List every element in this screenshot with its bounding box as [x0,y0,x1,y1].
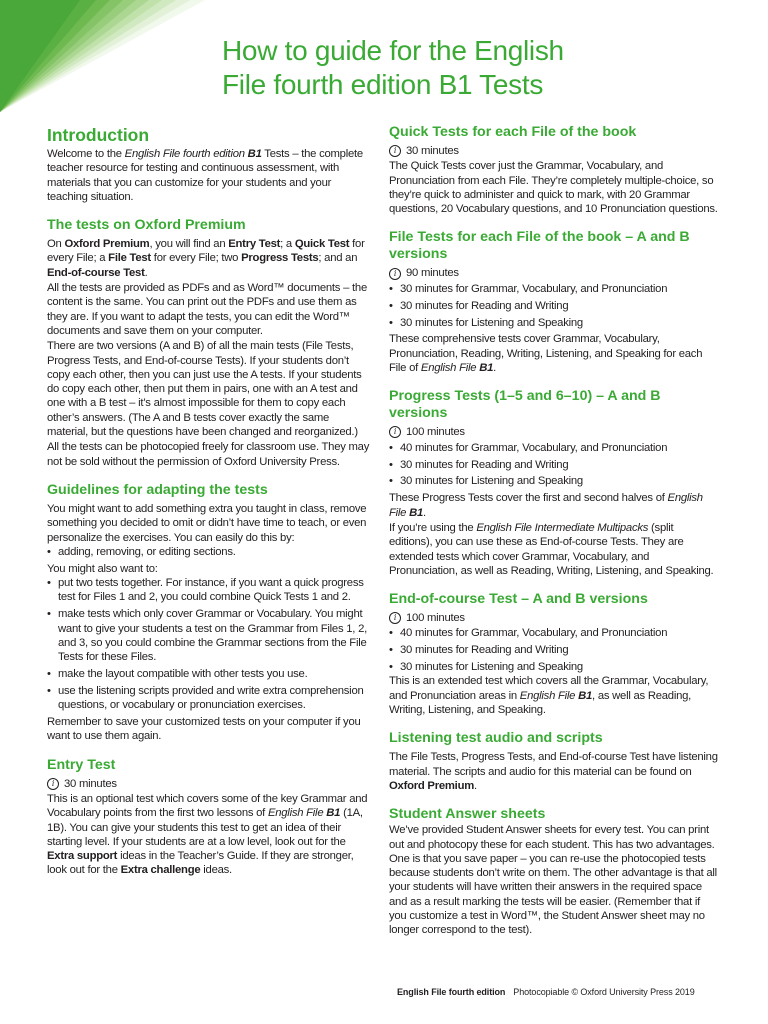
text-run: On [47,238,65,251]
guidelines-list-1 [47,545,372,559]
text-bold: Quick Test [294,238,350,251]
progress-tests-heading: Progress Tests (1–5 and 6–10) – A and B versions [389,388,661,422]
page-title [222,34,742,102]
text-italic: English File [267,807,324,820]
text-run: ; a [280,238,295,251]
listening-heading: Listening test audio and scripts [389,730,603,747]
guidelines-list-2 [47,576,372,712]
file-tests-text [389,332,719,375]
text-bold-italic: B1 [323,807,341,820]
text-run: , as well as Reading, Writing, Listening, and Speaking. [389,689,692,717]
end-of-course-text [389,674,719,717]
list-item: • 40 minutes for Grammar, Vocabulary, and Pronunciation [389,626,719,640]
list-item: • 30 minutes for Grammar, Vocabulary, and Pronunciation [389,282,719,296]
text-run: The File Tests, Progress Tests, and End-of-course Test have listening material. The scripts and audio for this material can be found on [389,751,718,778]
left-column [47,124,372,878]
list-item: • use the listening scripts provided and write extra comprehension questions, or vocabulary or pronunciation exercises. [47,684,372,713]
list-item: • 30 minutes for Listening and Speaking [389,660,719,674]
clock-icon: i [389,268,401,280]
text-italic: English File [389,492,703,519]
text-run: for every File; a [47,238,365,265]
entry-test-duration [47,777,372,791]
list-item: • make the layout compatible with other tests you use. [47,667,372,681]
text-run: ideas. [200,864,232,877]
text-italic: English File [519,689,576,702]
introduction-heading: Introduction [47,125,150,145]
list-item: • 30 minutes for Reading and Writing [389,299,719,313]
text-run: These Progress Tests cover the first and second halves of [389,492,668,505]
text-run: These comprehensive tests cover Grammar, Vocabulary, Pronunciation, Reading, Writing, Listening, and Speaking for each File of [389,333,703,375]
tests-premium-p3: There are two versions (A and B) of all the main tests (File Tests, Progress Tests, and End-of-course Tests). If your students don’t copy each other, then you can just use the A tests. If your students do copy each other, then put them in pairs, one with an A test and one with a B test – it’s almost impossible for them to copy each other’s answers. (The A and B tests cover exactly the same material, but the questions have been changed and reorganized.) [47,340,362,439]
clock-icon: i [389,145,401,157]
text-italic: English File Intermediate Multipacks [476,521,649,534]
clock-icon: i [47,778,59,790]
right-column [389,124,719,938]
text-bold-italic: B1 [244,148,262,160]
list-item: • 30 minutes for Reading and Writing [389,643,719,657]
footer-edition: English File fourth edition [397,987,506,997]
text-bold: End-of-course Test [47,266,145,279]
text-bold-italic: B1 [476,362,494,375]
text-run: . [493,362,497,375]
guidelines-p3: Remember to save your customized tests on your computer if you want to use them again. [47,716,361,743]
list-item: • 30 minutes for Listening and Speaking [389,316,719,330]
text-bold-italic: B1 [575,689,593,702]
text-run: This is an extended test which covers all the Grammar, Vocabulary, and Pronunciation areas in [389,675,709,702]
file-tests-list [389,282,719,330]
entry-test-heading: Entry Test [47,756,116,773]
duration-text: 100 minutes [406,612,465,625]
list-item: • 30 minutes for Reading and Writing [389,458,719,472]
quick-tests-text: The Quick Tests cover just the Grammar, Vocabulary, and Pronunciation from each File. They’re completely multiple-choice, so they’re quick to administer and quick to mark, with 20 Grammar questions, 20 Vocabulary questions, and 10 Pronunciation questions. [389,160,718,216]
guidelines-p1: You might want to add something extra you taught in class, remove something you decided to omit or didn’t have time to teach, or even personalize the exercises. You can easily do this by: [47,502,367,544]
text-run: . [144,266,148,279]
list-item: • 30 minutes for Listening and Speaking [389,474,719,488]
text-run: , you will find an [149,238,229,251]
text-bold: Extra challenge [120,864,201,877]
text-run: . [474,779,477,792]
page-footer [397,987,727,997]
list-item: • adding, removing, or editing sections. [47,545,372,559]
listening-text [389,750,719,793]
text-bold-italic: B1 [406,506,424,519]
text-bold: Oxford Premium [64,238,150,251]
tests-premium-p4: All the tests can be photocopied freely for classroom use. They may not be sold without the permission of Oxford University Press. [47,441,370,468]
text-run: This is an optional test which covers some of the key Grammar and Vocabulary points from the first two lessons of [47,792,368,820]
corner-decoration [0,0,205,112]
text-run: ideas in the Teacher’s Guide. If they are stronger, look out for the [47,850,354,877]
list-item: • make tests which only cover Grammar or Vocabulary. You might want to give your students a test on the Grammar from Files 1, 2, and 3, so you could combine the Grammar sections from the File Tests for these Files. [47,607,372,664]
duration-text: 100 minutes [406,426,465,439]
text-italic: English File fourth edition [124,148,245,160]
file-tests-heading: File Tests for each File of the book – A and B versions [389,229,690,263]
clock-icon: i [389,426,401,438]
end-of-course-heading: End-of-course Test – A and B versions [389,591,648,608]
tests-premium-p2: All the tests are provided as PDFs and as Word™ documents – the content is the same. You can print out the PDFs and use them as they are. If you want to adapt the tests, you can edit the Word™ documents and save them on your computer. [47,282,367,337]
text-run: Welcome to the [47,148,125,160]
text-run: for every File; two [150,252,242,265]
answer-sheets-heading: Student Answer sheets [389,806,546,823]
progress-tests-p2 [389,521,719,578]
introduction-text [47,147,372,204]
text-italic: English File [420,362,477,375]
text-bold: Entry Test [228,238,281,251]
text-bold: File Test [108,252,151,265]
text-run: Tests – the complete teacher resource for testing and continuous assessment, with materials that you can customize for your students and your teaching situation. [47,148,363,203]
progress-tests-list [389,441,719,489]
guidelines-heading: Guidelines for adapting the tests [47,481,268,498]
file-tests-duration [389,266,719,280]
tests-premium-heading: The tests on Oxford Premium [47,217,246,234]
duration-text: 30 minutes [64,777,117,790]
progress-tests-p1 [389,491,719,520]
text-run: If you’re using the [389,521,477,534]
list-item: • 40 minutes for Grammar, Vocabulary, and Pronunciation [389,441,719,455]
duration-text: 90 minutes [406,267,459,280]
footer-copyright: Photocopiable © Oxford University Press 2019 [513,987,695,997]
answer-sheets-text: We’ve provided Student Answer sheets for every test. You can print out and photocopy these for each student. This has two advantages. One is that you save paper – you can re-use the photocopied tests because students don’t write on them. The other advantage is that all your students will have written their answers in the required space and as a result marking the tests will be easier. (Remember that if you customize a test in Word™, the Student Answer sheet may no longer correspond to the test). [389,824,717,937]
entry-test-text [47,792,372,878]
text-run: (1A, 1B). You can give your students this test to get an idea of their starting level. If your students are at a low level, look out for the [47,807,363,848]
page-title-line-2: File fourth edition B1 Tests [222,69,544,100]
quick-tests-heading: Quick Tests for each File of the book [389,124,637,140]
end-of-course-duration [389,611,719,625]
list-item: • put two tests together. For instance, if you want a quick progress test for Files 1 and 2, you could combine Quick Tests 1 and 2. [47,576,372,605]
text-bold: Progress Tests [241,252,319,265]
text-run: ; and an [318,252,358,265]
page-title-line-1: How to guide for the English [222,35,564,66]
quick-tests-duration [389,144,719,158]
end-of-course-list [389,626,719,674]
text-run: . [423,506,426,519]
tests-premium-p1 [47,237,372,280]
progress-tests-duration [389,425,719,439]
guidelines-p2: You might also want to: [47,562,158,575]
duration-text: 30 minutes [406,145,459,157]
text-bold: Oxford Premium [389,779,475,792]
text-bold: Extra support [47,850,118,863]
text-run: (split editions), you can use these as End-of-course Tests. They are extended tests which cover Grammar, Vocabulary, and Pronunciation, as well as Reading, Writing, Listening, and Speaking. [389,521,714,577]
clock-icon: i [389,612,401,624]
